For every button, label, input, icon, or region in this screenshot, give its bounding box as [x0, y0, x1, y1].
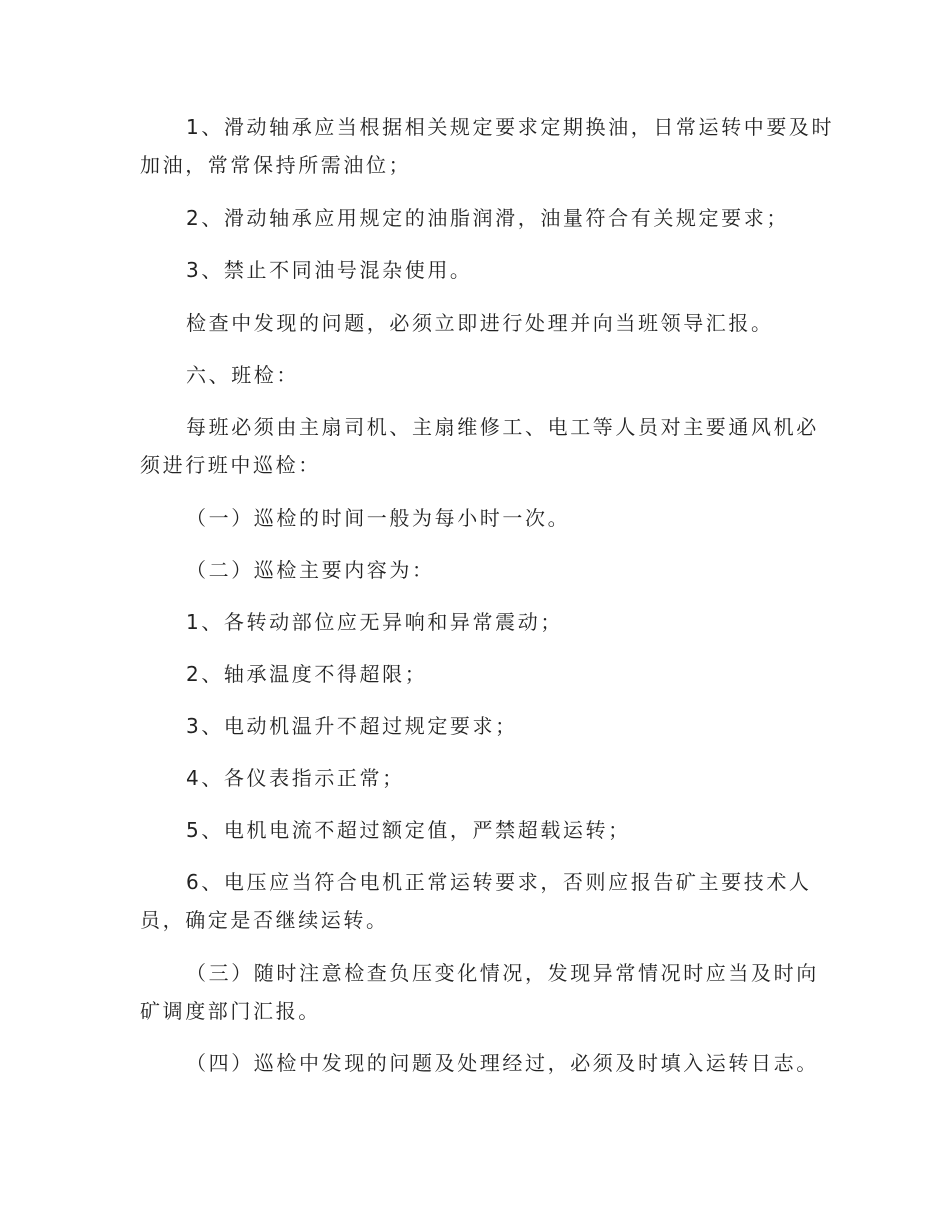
text-line: 每班必须由主扇司机、主扇维修工、电工等人员对主要通风机必: [186, 415, 819, 439]
text-line: 六、班检：: [186, 363, 299, 387]
list-item-instruments: [140, 759, 812, 797]
text-line: 1、各转动部位应无异响和异常震动；: [186, 610, 563, 634]
text-line: （三）随时注意检查负压变化情况，发现异常情况时应当及时向: [186, 961, 819, 985]
list-item-voltage: [140, 863, 812, 939]
list-item-motor-current: [140, 811, 812, 849]
text-line: 3、电动机温升不超过规定要求；: [186, 714, 518, 738]
paragraph-bearing-grease: [140, 199, 812, 237]
list-item-rotating-parts: [140, 603, 812, 641]
text-line: 须进行班中巡检：: [140, 453, 321, 477]
text-line: 2、滑动轴承应用规定的油脂润滑，油量符合有关规定要求；: [186, 206, 789, 230]
paragraph-bearing-oil-change: [140, 108, 835, 184]
paragraph-no-mixing-oil: [140, 251, 812, 289]
list-item-bearing-temperature: [140, 655, 812, 693]
paragraph-patrol-contents: [140, 551, 812, 589]
text-line: （四）巡检中发现的问题及处理经过，必须及时填入运转日志。: [186, 1051, 819, 1075]
text-line: 2、轴承温度不得超限；: [186, 662, 428, 686]
text-line: 加油，常常保持所需油位；: [140, 153, 412, 177]
paragraph-negative-pressure: [140, 954, 819, 1030]
list-item-motor-temperature: [140, 707, 812, 745]
text-line: 5、电机电流不超过额定值，严禁超载运转；: [186, 818, 631, 842]
text-line: 1、滑动轴承应当根据相关规定要求定期换油，日常运转中要及时: [186, 115, 835, 139]
paragraph-report-issues: [140, 304, 812, 342]
paragraph-patrol-interval: [140, 499, 812, 537]
text-line: 3、禁止不同油号混杂使用。: [186, 258, 473, 282]
text-line: 6、电压应当符合电机正常运转要求，否则应报告矿主要技术人: [186, 870, 812, 894]
paragraph-log-entry: [140, 1044, 819, 1082]
section-heading-shift-inspection: [140, 356, 812, 394]
paragraph-shift-patrol-staff: [140, 408, 819, 484]
text-line: （二）巡检主要内容为：: [186, 558, 435, 582]
text-line: 矿调度部门汇报。: [140, 999, 321, 1023]
text-line: （一）巡检的时间一般为每小时一次。: [186, 506, 571, 530]
text-line: 4、各仪表指示正常；: [186, 766, 405, 790]
text-line: 员，确定是否继续运转。: [140, 908, 389, 932]
text-line: 检查中发现的问题，必须立即进行处理并向当班领导汇报。: [186, 311, 774, 335]
